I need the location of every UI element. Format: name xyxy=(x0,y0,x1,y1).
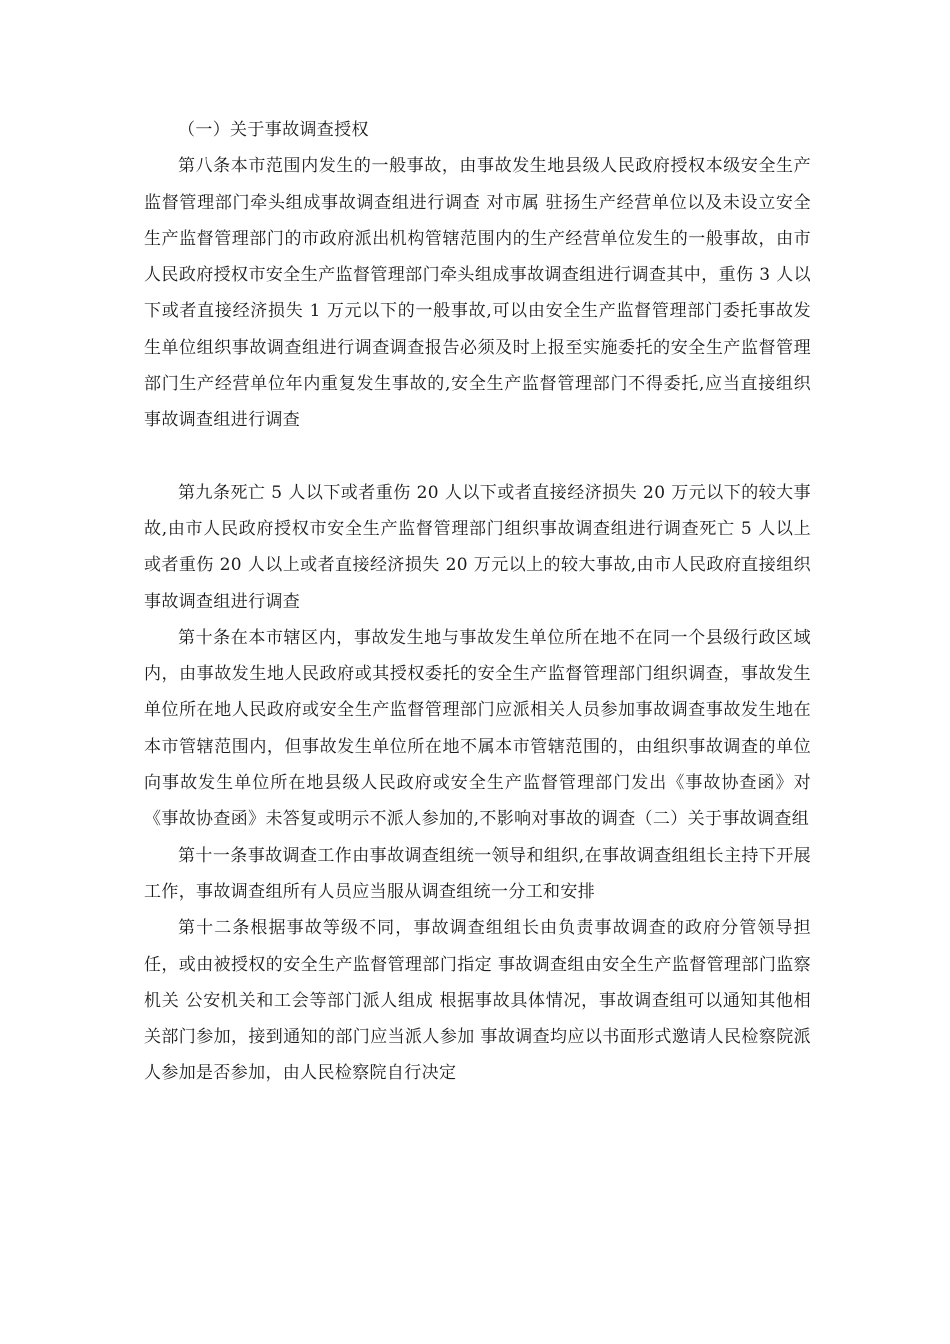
article-9: 第九条死亡 5 人以下或者重伤 20 人以下或者直接经济损失 20 万元以下的较大事故,由市人民政府授权市安全生产监督管理部门组织事故调查组进行调查死亡 5 人以上或者重伤 20 人以上或者直接经济损失 20 万元以上的较大事故,由市人民政府直接组织事故调查组进行调查 xyxy=(144,482,811,612)
article-11: 第十一条事故调查工作由事故调查组统一领导和组织,在事故调查组组长主持下开展工作，事故调查组所有人员应当服从调查组统一分工和安排 xyxy=(144,845,811,902)
section-heading: （一）关于事故调查授权 xyxy=(178,120,369,140)
article-12: 第十二条根据事故等级不同，事故调查组组长由负责事故调查的政府分管领导担任，或由被授权的安全生产监督管理部门指定 事故调查组由安全生产监督管理部门监察机关 公安机关和工会等部门派人组成 根据事故具体情况，事故调查组可以通知其他相关部门参加，接到通知的部门应当派人参加 事故调查均应以书面形式邀请人民检察院派人参加是否参加，由人民检察院自行决定 xyxy=(144,918,811,1084)
blank-line xyxy=(144,439,811,475)
document-page xyxy=(144,112,811,1092)
article-8: 第八条本市范围内发生的一般事故，由事故发生地县级人民政府授权本级安全生产监督管理部门牵头组成事故调查组进行调查 对市属 驻扬生产经营单位以及未设立安全生产监督管理部门的市政府派出机构管辖范围内的生产经营单位发生的一般事故，由市人民政府授权市安全生产监督管理部门牵头组成事故调查组进行调查其中，重伤 3 人以下或者直接经济损失 1 万元以下的一般事故,可以由安全生产监督管理部门委托事故发生单位组织事故调查组进行调查调查报告必须及时上报至实施委托的安全生产监督管理部门生产经营单位年内重复发生事故的,安全生产监督管理部门不得委托,应当直接组织事故调查组进行调查 xyxy=(144,156,811,431)
article-10: 第十条在本市辖区内，事故发生地与事故发生单位所在地不在同一个县级行政区域内，由事故发生地人民政府或其授权委托的安全生产监督管理部门组织调查，事故发生单位所在地人民政府或安全生产监督管理部门应派相关人员参加事故调查事故发生地在本市管辖范围内，但事故发生单位所在地不属本市管辖范围的，由组织事故调查的单位向事故发生单位所在地县级人民政府或安全生产监督管理部门发出《事故协查函》对《事故协查函》未答复或明示不派人参加的,不影响对事故的调查（二）关于事故调查组 xyxy=(144,627,811,830)
